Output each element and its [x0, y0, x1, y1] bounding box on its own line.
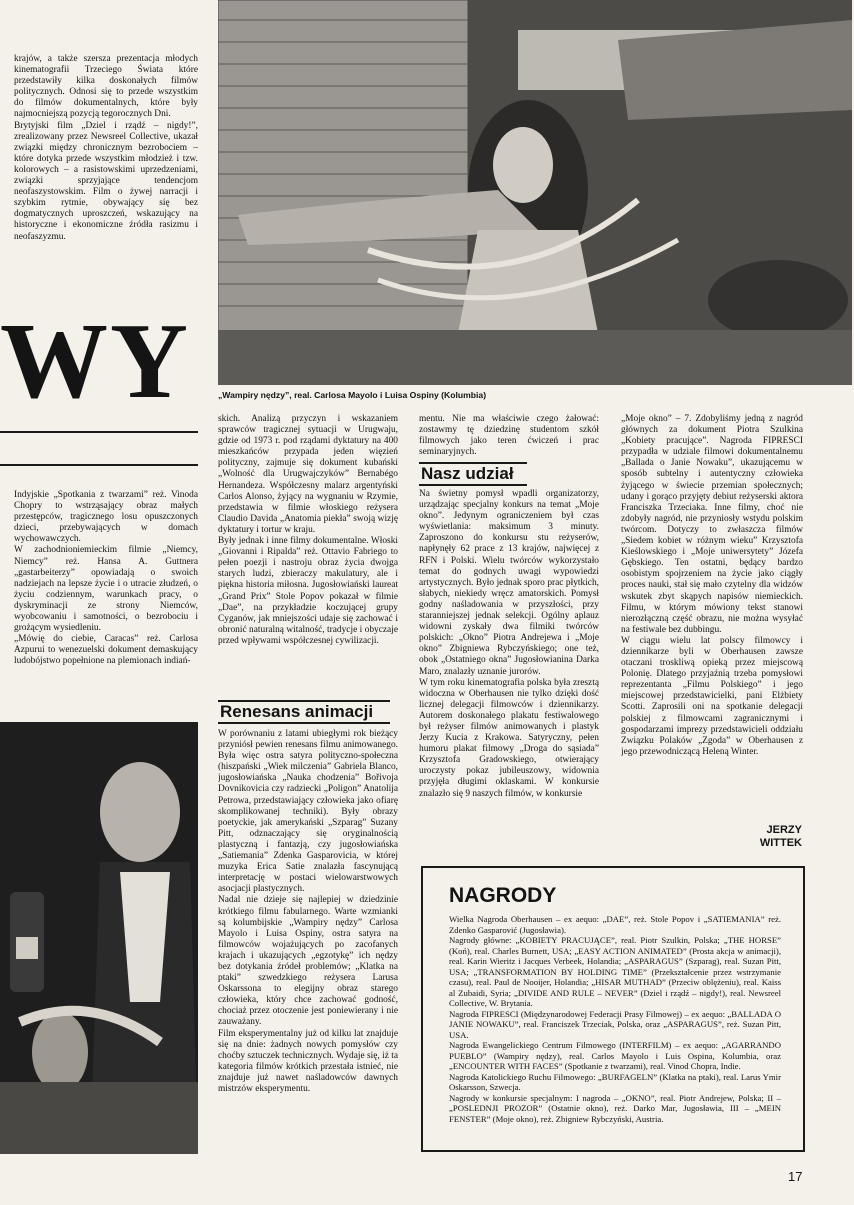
author-byline: JERZY WITTEK — [759, 824, 802, 849]
awards-box — [421, 866, 805, 1152]
column-4-text: „Moje okno” – 7. Zdobyliśmy jedną z nagród głównych za dokument Piotra Szulkina „Kobiety pracujące”. Nagroda FIPRESCI przypadła w udziale filmowi dokumentalnemu „Ballada o Janie Nowaku”, ukazującemu w sposób subtelny i autentyczny człowieka żyjącego w świecie przemian społecznych; udany i gorąco przyjęty debiut reżyserski aktora Franciszka Trzeciaka. Inne filmy, choć nie zdobyły nagród, nie przyniosły wstydu polskim twórcom. Dotyczy to zwłaszcza filmów „Siedem kobiet w różnym wieku” Krzysztofa Kieślowskiego i „Moje uniwersytety” Józefa Gębskiego. Ten ostatni, będący bardzo osobistym spojrzeniem na życie jako ciągły proces nauki, stał się mało czytelny dla widzów wskutek zbyt skąpych napisów niemieckich. Filmu, w którym mówiony tekst stanowi nierozłączną część obrazu, nie można wysyłać na festiwale bez dubbingu. W ciągu wielu lat polscy filmowcy i dziennikarze byli w Oberhausen zawsze otaczani troskliwą opieką przez miejscową Polonię. Dlatego przyjaźnią trzeba pomysłowi reprezentanta „Filmu Polskiego” i jego miejscowej przedstawicielki, pani Elżbiety Scotti. Zaprosili oni na spotkanie delegacji polskiej z filmowcami zagranicznymi i gospodarzami imprezy przedstawicieli oddziału Związku Polaków „Zgoda” w Oberhausen z jego przewodniczącą Heleną Winter. — [621, 414, 803, 757]
article-title-fragment: WY — [0, 302, 190, 421]
column-3-text: Na świetny pomysł wpadli organizatorzy, urządzając specjalny konkurs na temat „Moje okno”. Jedynym ograniczeniem był czas wyświetlania: maksimum 3 minuty. Zaproszono do konkursu stu reżyserów, napłynęły 62 prace z 13 krajów, najwięcej z RFN i Polski. Wielu twórców wykorzystało temat do godnych uwagi wypowiedzi artystycznych. Było jednak sporo prac płytkich, słabych, niekiedy wręcz amatorskich. Pomysł godny naśladowania w przyszłości, przy staranniejszej jednak selekcji. Ogólny aplauz widowni zyskały dwa filmiki twórców polskich: „Okno” Piotra Andrejewa i „Moje okno” Zbigniewa Rybczyńskiego; one też, obok „Ostatniego okna” Jugosłowianina Darka Maro, znalazły uznanie jurorów. W tym roku kinematografia polska była zresztą widoczna w Oberhausen nie tylko dzięki dość licznej delegacji filmowców i dziennikarzy. Autorem doskonałego plakatu festiwalowego był reżyser filmów animowanych i plastyk Jerzy Kucia z Krakowa. Satyryczny, pełen humoru plakat filmowy „Droga do sąsiada” Krzysztofa Gradowskiego, otwierający uroczysty pokaz jubileuszowy, widownia przyjęła długimi oklaskami. W konkursie znalazło się 9 naszych filmów, w konkursie — [419, 489, 599, 799]
title-rule-bottom — [0, 464, 198, 466]
awards-title: NAGRODY — [449, 884, 557, 907]
column-3-top-text: mentu. Nie ma właściwie czego żałować: zostawmy tę dziedzinę studentom szkół filmowych jako teren ćwiczeń i prac seminaryjnych. — [419, 414, 599, 458]
film-still-illustration — [218, 0, 852, 385]
section-heading-renesans: Renesans animacji — [218, 700, 390, 724]
section-heading-nasz-udzial: Nasz udział — [419, 462, 527, 486]
film-photo-illustration — [0, 722, 198, 1154]
awards-list-text: Wielka Nagroda Oberhausen – ex aequo: „DAE”, reż. Stole Popov i „SATIEMANIA” reż. Zdenko Gasparović (Jugosławia). Nagrody główne: „KOBIETY PRACUJĄCE”, real. Piotr Szulkin, Polska; „THE HORSE” (Koń), real. Charles Burnett, USA; „EASY ACTION ANIMATED” (Prosta akcja w animacji), real. Karin Wieritz i Jacques Verbeek, Holandia; „ASPARAGUS” (Szparag), real. Suzan Pitt, USA; „TRANSFORMATION BY HOLDING TIME” (Przekształcenie przez wstrzymanie czasu), real. Paul de Nooijer, Holandia; „HISAR MUTHAD” (Przeciw oblężeniu), real. Kaiss al Zubaidi, Syria; „DIVIDE AND RULE – NEVER” (Dziel i rządź – nigdy!), real. Newsreel Collective, W. Brytania. Nagroda FIPRESCI (Międzynarodowej Federacji Prasy Filmowej) – ex aequo: „BALLADA O JANIE NOWAKU”, real. Franciszek Trzeciak, Polska, oraz „ASPARAGUS”, reż. Suzan Pitt, USA. Nagroda Ewangelickiego Centrum Filmowego (INTERFILM) – ex aequo: „AGARRANDO PUEBLO” (Wampiry nędzy), real. Carlos Mayolo i Luis Ospina, Kolumbia, oraz „ENCOUNTER WITH FACES” (Spotkanie z twarzami), real. Vinod Chopra, Indie. Nagroda Katolickiego Ruchu Filmowego: „BURFAGELN” (Klatka na ptaki), real. Larus Ymir Oskarsson, Szwecja. Nagrody w konkursie specjalnym: I nagroda – „OKNO”, real. Piotr Andrejew, Polska; II – „POSLEDNJI PROZOR” (Ostatnie okno), reż. Darko Mar, Jugosławia, III – „MEIN FENSTER” (Moje okno), reż. Zbigniew Rybczyński, Austria. — [449, 914, 781, 1124]
column-2-top-text: skich. Analizą przyczyn i wskazaniem sprawców tragicznej sytuacji w Urugwaju, gdzie od 1973 r. pod rządami dyktatury na 400 mieszkańców przypada jeden więzień polityczny, zajmuje się dokument kubański „Wolność dla Urugwajczyków” Bernabégo Hernandeza. Współczesny malarz argentyński Carlos Alonso, żyjący na wygnaniu w Rzymie, przedstawia w filmie włoskiego reżysera Claudio Davida „Anatomia piekła” swoją wizję dyktatury i tortur w kraju. Były jednak i inne filmy dokumentalne. Włoski „Giovanni i Ripalda” reż. Ottavio Fabriego to pełen poezji i nastroju obraz życia dwojga starych ludzi, zbieraczy makulatury, ale i piękna historia miłosna. Jugosłowiański laureat „Grand Prix” Stole Popov pokazał w filmie „Dae”, na przykładzie koczującej grupy Cyganów, jak mniejszości udaje się zachować i obronić naturalną witalność, tradycje i obyczaje przed wpływami współczesnej cywilizacji. — [218, 414, 398, 646]
page-number: 17 — [788, 1169, 803, 1184]
film-photo-bottom-left — [0, 722, 198, 1154]
intro-column-text: krajów, a także szersza prezentacja młodych kinematografii Trzeciego Świata które przedstawiły kilka doskonałych filmów politycznych. Odnosi się to przede wszystkim do filmów dokumentalnych, które były najmocniejszą pozycją tegorocznych Dni. Brytyjski film „Dziel i rządź – nigdy!”, zrealizowany przez Newsreel Collective, ukazał związki między chronicznym bezrobociem – które dotyka przede wszystkim młodzież i tzw. kolorowych – a rasistowskimi uprzedzeniami, związki sprzyjające tendencjom neofaszystowskim. Film o żywej narracji i szybkim rytmie, obywający się bez dogmatycznych uproszczeń, wskazujący na historyczne i ekonomiczne źródła rasizmu i neofaszyzmu. — [14, 54, 198, 242]
photo-caption: „Wampiry nędzy”, real. Carlosa Mayolo i Luisa Ospiny (Kolumbia) — [218, 390, 487, 400]
column-1-text: Indyjskie „Spotkania z twarzami” reż. Vinoda Chopry to wstrząsający obraz małych przestępców, tragicznego losu opuszczonych dzieci, przebywających w domach wychowawczych. W zachodnioniemieckim filmie „Niemcy, Niemcy” reż. Hansa A. Guttnera „gastarbeiterzy” opowiadają o swoich nadziejach na lepsze życie i o utracie złudzeń, o życiu codziennym, warunkach pracy, o dyskryminacji ze strony Niemców, wyobcowaniu i samotności, o bezrobociu i grożącym wysiedleniu. „Mówię do ciebie, Caracas” reż. Carlosa Azpurui to wenezuelski dokument demaskujący ludobójstwo popełnione na plemionach indiań- — [14, 490, 198, 667]
title-rule-top — [0, 431, 198, 433]
column-2-bottom-text: W porównaniu z latami ubiegłymi rok bieżący przyniósł pewien renesans filmu animowanego. Była więc ostra satyra polityczno-społeczna (hiszpański „Wiek milczenia” Gabriela Blanco, jugosłowiańska „Nauka chodzenia” Bořivoja Dovnikovicia czy radziecki „Poligon” Anatolija Petrowa, przedstawiający człowieka jako ofiarę skomplikowanej techniki). Były obrazy poetyckie, jak amerykański „Szparag” Suzany Pitt, odznaczający się oryginalnością plastyczną i fantazją, czy jugosłowiańska „Satiemania” Zdenka Gasparovicia, w której muzyka Erica Satie znalazła fascynującą interpretację w postaci wielowarstwowych asocjacji plastycznych. Nadal nie dzieje się najlepiej w dziedzinie krótkiego filmu fabularnego. Warte wzmianki są kolumbijskie „Wampiry nędzy” Carlosa Mayolo i Luisa Ospiny, ostra satyra na filmowców wojażujących po zacofanych krajach i ukazujących „egzotykę” ich nędzy bez dotykania źródeł problemów; „Klatka na ptaki” szwedzkiego reżysera Larusa Oskarssona to elegijny obraz starego człowieka, który chce zachować godność, chociaż przez otoczenie jest poniewierany i nie zauważany. Film eksperymentalny już od kilku lat znajduje się na dnie: żadnych nowych pomysłów czy choćby sztuczek technicznych. Wydaje się, iż ta kategoria filmów krótkich przestała istnieć, nie znajduje już nawet naśladowców dawnych mistrzów eksperymentu. — [218, 729, 398, 1094]
film-still-photo — [218, 0, 852, 385]
